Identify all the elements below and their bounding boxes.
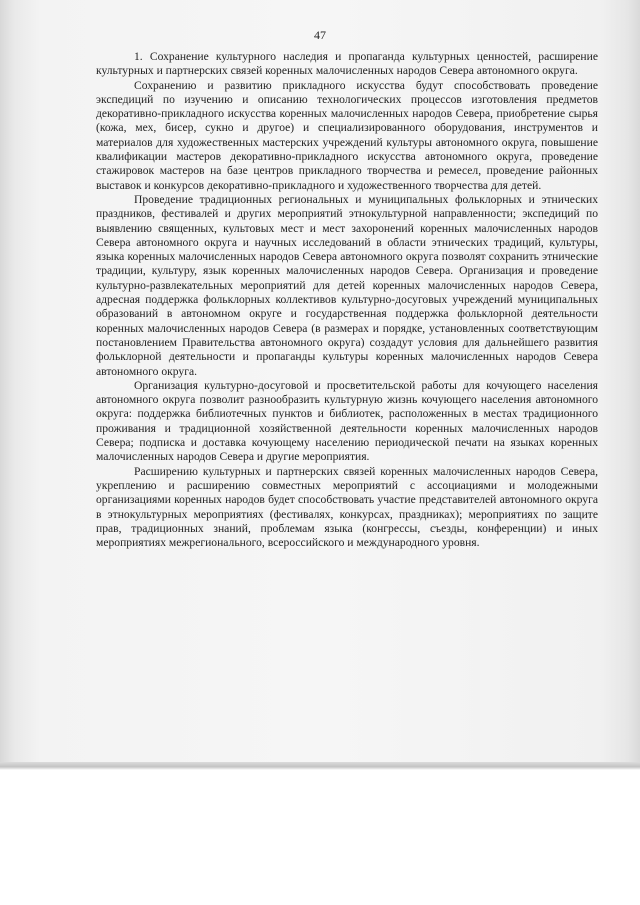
paragraph-applied-arts: Сохранению и развитию прикладного искусства будут способствовать проведение экспедиций по изучению и описанию технологических процессов изготовления предметов декоративно-прикладного искусства коренных малочисленных народов Севера, приобретение сырья (кожа, мех, бисер, сукно и другое) и специализированного оборудования, инструментов и материалов для художественных мастерских учреждений культуры автономного округа, повышение квалификации мастеров декоративно-прикладного искусства автономного округа, проведение стажировок мастеров на базе центров прикладного творчества и ремесел, проведение районных выставок и конкурсов декоративно-прикладного и художественного творчества для детей.: [96, 78, 598, 192]
paragraph-partnership-ties: Расширению культурных и партнерских связей коренных малочисленных народов Севера, укреплению и расширению совместных мероприятий с ассоциациями и молодежными организациями коренных народов будет способствовать участие представителей автономного округа в этнокультурных мероприятиях (фестивалях, конкурсах, праздниках); мероприятиях по защите прав, традиционных знаний, проблемам языка (конгрессы, съезды, конференции) и иных мероприятиях межрегионального, всероссийского и международного уровня.: [96, 464, 598, 550]
paragraph-folklore-events: Проведение традиционных региональных и муниципальных фольклорных и этнических праздников, фестивалей и других мероприятий этнокультурной направленности; экспедиций по выявлению священных, культовых мест и мест захоронений коренных малочисленных народов Севера автономного округа и научных исследований в области этнических традиций, культуры, языка коренных малочисленных народов Севера автономного округа позволят сохранить этнические традиции, культуру, язык коренных малочисленных народов Севера. Организация и проведение культурно-развлекательных мероприятий для детей коренных малочисленных народов Севера, адресная поддержка фольклорных коллективов культурно-досуговых учреждений муниципальных образований в автономном округе и государственная поддержка фольклорной деятельности коренных малочисленных народов Севера (в размерах и порядке, установленных соответствующим постановлением Правительства автономного округа) создадут условия для дальнейшего развития фольклорной деятельности и пропаганды культуры коренных малочисленных народов Севера автономного округа.: [96, 192, 598, 378]
document-body: [96, 50, 598, 550]
scan-edge-shadow: [0, 762, 640, 770]
paragraph-heading-1: 1. Сохранение культурного наследия и пропаганда культурных ценностей, расширение культурных и партнерских связей коренных малочисленных народов Севера автономного округа.: [96, 50, 598, 78]
paragraph-nomadic-population: Организация культурно-досуговой и просветительской работы для кочующего населения автономного округа позволит разнообразить культурную жизнь кочующего населения автономного округа: поддержка библиотечных пунктов и библиотек, расположенных в местах традиционного проживания и традиционной хозяйственной деятельности коренных малочисленных народов Севера; подписка и доставка кочующему населению периодической печати на языках коренных малочисленных народов Севера и другие мероприятия.: [96, 378, 598, 464]
page-number: 47: [314, 28, 326, 42]
